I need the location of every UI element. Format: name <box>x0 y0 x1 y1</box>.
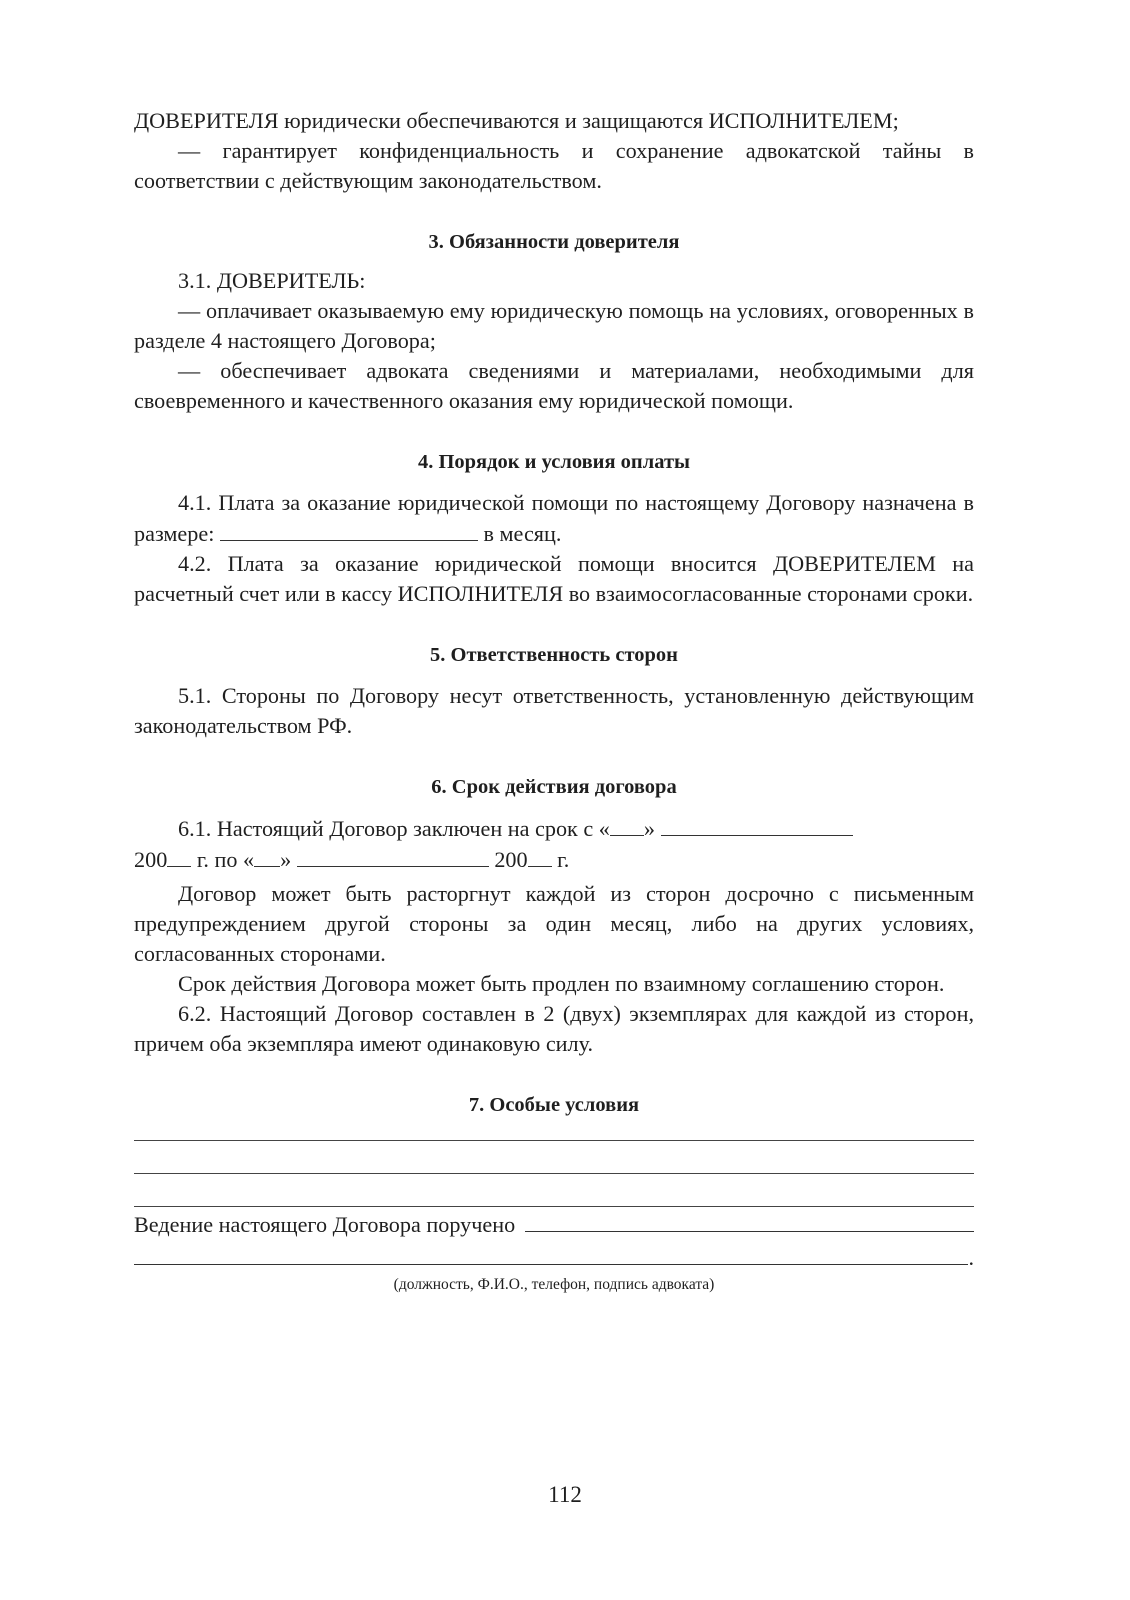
section-4-clause-1-suffix: в месяц. <box>483 521 562 546</box>
intro-paragraph: ДОВЕРИТЕЛЯ юридически обеспечиваются и защищаются ИСПОЛНИТЕЛЕМ; <box>134 108 899 133</box>
intro-obligation-item: — гарантирует конфиденциальность и сохранение адвокатской тайны в соответствии с действующим законодательством. <box>134 138 974 193</box>
section-4-clause-1 <box>134 488 974 549</box>
start-month-blank <box>661 813 853 836</box>
section-5-title: 5. Ответственность сторон <box>430 644 678 666</box>
special-terms-line-2 <box>134 1173 974 1174</box>
special-terms-line-1 <box>134 1140 974 1141</box>
end-month-blank <box>297 844 489 867</box>
section-5-clause-1: 5.1. Стороны по Договору несут ответственность, установленную действующим законодательством РФ. <box>134 683 974 738</box>
section-4-clause-2: 4.2. Плата за оказание юридической помощи вносится ДОВЕРИТЕЛЕМ на расчетный счет или в кассу ИСПОЛНИТЕЛЯ во взаимосогласованные сторонами сроки. <box>134 551 974 606</box>
term-start-text: 6.1. Настоящий Договор заключен на срок с « <box>178 816 610 841</box>
section-6-termination: Договор может быть расторгнут каждой из сторон досрочно с письменным предупреждением другой стороны за один месяц, либо на других условиях, согласованных сторонами. <box>134 881 974 966</box>
payment-amount-blank <box>220 518 478 541</box>
start-day-blank <box>610 813 644 836</box>
section-6-extension: Срок действия Договора может быть продлен по взаимному соглашению сторон. <box>178 971 945 996</box>
end-year-prefix: 200 <box>494 847 528 872</box>
section-6-clause-1 <box>134 813 974 875</box>
document-page <box>134 106 974 1295</box>
section-4-title: 4. Порядок и условия оплаты <box>417 451 691 473</box>
assignment-line <box>134 1209 974 1240</box>
quote-close: » <box>280 847 292 872</box>
section-3-clause-1: 3.1. ДОВЕРИТЕЛЬ: <box>178 268 366 293</box>
assignee-details-blank <box>134 1242 968 1265</box>
term-end-text: г. по « <box>196 847 255 872</box>
assignee-blank <box>525 1209 974 1232</box>
section-7-title: 7. Особые условия <box>468 1094 640 1116</box>
quote-close: » <box>643 816 655 841</box>
end-year-blank <box>528 844 552 867</box>
signature-caption: (должность, Ф.И.О., телефон, подпись адвоката) <box>393 1276 715 1293</box>
year-suffix: г. <box>557 847 570 872</box>
section-6-clause-2: 6.2. Настоящий Договор составлен в 2 (двух) экземплярах для каждой из сторон, причем оба экземпляра имеют одинаковую силу. <box>134 1001 974 1056</box>
start-year-blank <box>167 844 191 867</box>
assignee-details-line <box>134 1242 974 1273</box>
assignment-label: Ведение настоящего Договора поручено <box>134 1212 516 1237</box>
section-3-item-materials: — обеспечивает адвоката сведениями и материалами, необходимыми для своевременного и качественного оказания ему юридической помощи. <box>134 358 974 413</box>
special-terms-line-3 <box>134 1206 974 1207</box>
section-4-clause-1-text: 4.1. Плата за оказание юридической помощи по настоящему Договору назначена в размере: <box>134 490 974 546</box>
page-number: 112 <box>548 1482 582 1507</box>
section-3-item-payment: — оплачивает оказываемую ему юридическую помощь на условиях, оговоренных в разделе 4 настоящего Договора; <box>134 298 974 353</box>
section-3-title: 3. Обязанности доверителя <box>428 231 680 253</box>
start-year-prefix: 200 <box>134 847 168 872</box>
line-end-dot: . <box>968 1245 974 1270</box>
end-day-blank <box>254 844 280 867</box>
section-6-title: 6. Срок действия договора <box>431 776 677 798</box>
